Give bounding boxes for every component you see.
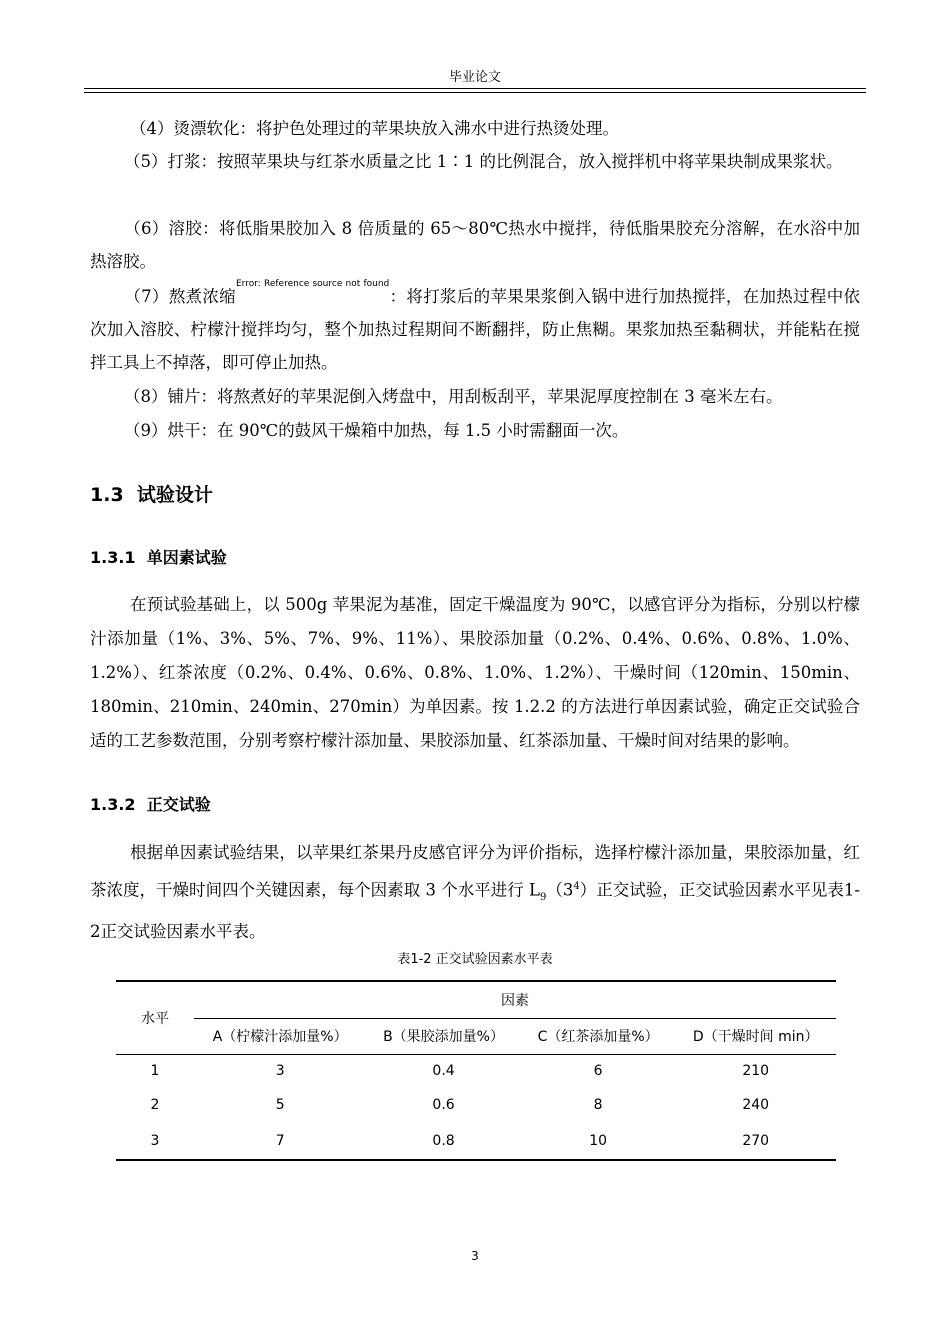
table-cell: 7	[194, 1122, 366, 1160]
table-cell: 10	[521, 1122, 676, 1160]
table-cell: 1	[150, 1063, 160, 1080]
table-row	[116, 1054, 836, 1088]
single-factor-paragraph: 在预试验基础上，以 500g 苹果泥为基准，固定干燥温度为 90℃，以感官评分为指标，分别以柠檬汁添加量（1%、3%、5%、7%、9%、11%）、果胶添加量（0.2%、0.4%、0.6%、0.8%、1.0%、1.2%）、红茶浓度（0.2%、0.4%、0.6%、0.8%、1.0%、1.2%）、干燥时间（120min、150min、180min、210min、240min、270min）为单因素。按 1.2.2 的方法进行单因素试验，确定正交试验合适的工艺参数范围，分别考察柠檬汁添加量、果胶添加量、红茶添加量、干燥时间对结果的影响。	[90, 595, 860, 750]
step-5: （5）打浆：按照苹果块与红茶水质量之比 1∶1 的比例混合，放入搅拌机中将苹果块制成果浆状。	[124, 152, 843, 171]
level-header: 水平	[116, 981, 194, 1054]
table-cell: 210	[742, 1063, 770, 1080]
subsection-heading-orthogonal: 1.3.2 正交试验	[90, 795, 211, 814]
table-cell: 2	[150, 1097, 160, 1113]
table-caption: 表1-2 正交试验因素水平表	[397, 952, 553, 967]
table-cell: 0.8	[366, 1122, 520, 1160]
table-row	[116, 1122, 836, 1160]
reference-error: Error: Reference source not found	[236, 279, 390, 289]
page-number: 3	[471, 1249, 479, 1263]
step-8: （8）铺片：将熬煮好的苹果泥倒入烤盘中，用刮板刮平，苹果泥厚度控制在 3 毫米左右。	[124, 387, 783, 406]
subsection-heading-single-factor: 1.3.1 单因素试验	[90, 548, 227, 567]
page-header: 毕业论文	[448, 70, 501, 85]
column-header: B（果胶添加量%）	[366, 1018, 520, 1054]
header-rule-thin	[84, 92, 866, 93]
table-cell: 0.4	[432, 1063, 455, 1080]
table-cell: 270	[675, 1122, 836, 1160]
factor-level-table	[116, 980, 836, 1161]
step-4: （4）烫漂软化：将护色处理过的苹果块放入沸水中进行热烫处理。	[130, 119, 619, 138]
table-row	[116, 1088, 836, 1122]
step-7: （7）熬煮浓缩$^{Error: Reference source not found}$：将打浆后的苹果果浆倒入锅中进行加热搅拌，在加热过程中依次加入溶胶、柠檬汁搅拌均匀，整个加热过程期间不断翻拌，防止焦糊。果浆加热至黏稠状，并能粘在搅拌工具上不掉落，即可停止加热。	[90, 279, 860, 372]
table-cell: 5	[275, 1097, 285, 1113]
table-cell: 8	[593, 1097, 603, 1113]
table-cell: 3	[116, 1122, 194, 1160]
column-header: A（柠檬汁添加量%）	[194, 1018, 366, 1054]
table-cell: 6	[593, 1063, 603, 1080]
step-6: （6）溶胶：将低脂果胶加入 8 倍质量的 65～80℃热水中搅拌，待低脂果胶充分溶解，在水浴中加热溶胶。	[90, 219, 860, 271]
column-header: D（干燥时间 min）	[675, 1018, 836, 1054]
table-cell: 3	[275, 1063, 285, 1080]
table-cell: 0.6	[432, 1097, 455, 1113]
section-heading: 1.3 试验设计	[90, 484, 213, 506]
step-9: （9）烘干：在 90℃的鼓风干燥箱中加热，每 1.5 小时需翻面一次。	[124, 421, 629, 440]
table-cell: 240	[742, 1097, 770, 1113]
factor-header: 因素	[194, 981, 836, 1018]
orthogonal-paragraph: 根据单因素试验结果，以苹果红茶果丹皮感官评分为评价指标，选择柠檬汁添加量，果胶添加量，红茶浓度，干燥时间四个关键因素，每个因素取 3 个水平进行 $L_9(3^4)$正交试验，正交试验因素水平见表1-2正交试验因素水平表。	[90, 843, 860, 941]
column-header: C（红茶添加量%）	[521, 1018, 676, 1054]
header-rule-thick	[84, 88, 866, 89]
